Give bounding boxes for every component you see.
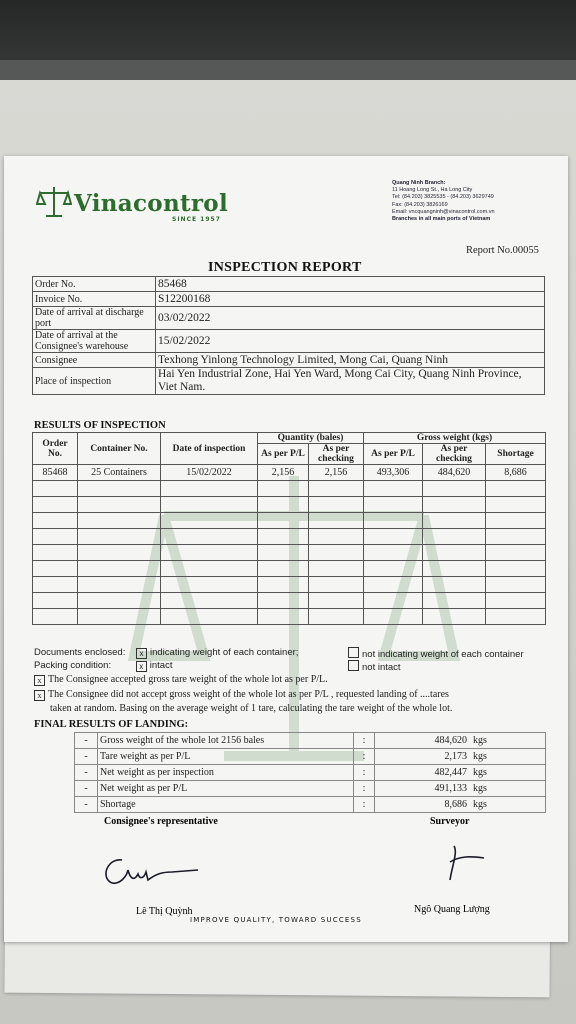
col-gross-check: As per checking (423, 444, 486, 465)
final-unit: kgs (471, 749, 546, 765)
final-label: Net weight as per P/L (98, 781, 354, 797)
checkbox-not-indicating-weight[interactable] (348, 647, 359, 658)
table-row (33, 277, 545, 292)
info-label: Consignee (33, 353, 156, 368)
final-unit: kgs (471, 781, 546, 797)
branch-line: Quang Ninh Branch: (392, 180, 446, 186)
documents-label: Documents enclosed: (34, 647, 126, 658)
col-gross-weight: Gross weight (kgs) (364, 433, 546, 444)
empty-row (33, 513, 546, 529)
info-label: Date of arrival at the Consignee's warehouse (33, 330, 156, 353)
row-dash: - (75, 765, 98, 781)
info-value: 85468 (156, 277, 545, 292)
statement-text: The Consignee did not accept gross weight of the whole lot as per P/L , requested landing of ....tares (48, 689, 449, 700)
checkbox-label: not intact (362, 662, 401, 673)
info-label: Invoice No. (33, 292, 156, 307)
table-row (33, 292, 545, 307)
final-results-heading: FINAL RESULTS OF LANDING: (34, 719, 189, 730)
info-label: Order No. (33, 277, 156, 292)
final-value: 484,620 (375, 733, 472, 749)
checkbox-accepted[interactable]: x (34, 675, 45, 686)
empty-row (33, 561, 546, 577)
col-container-no: Container No. (78, 433, 161, 465)
table-row (75, 733, 546, 749)
table-row (75, 781, 546, 797)
empty-row (33, 481, 546, 497)
info-value: Texhong Yinlong Technology Limited, Mong Cai, Quang Ninh (156, 353, 545, 368)
order-info-table (32, 276, 545, 395)
checkbox-not-accepted[interactable]: x (34, 690, 45, 701)
cell-container-no: 25 Containers (78, 465, 161, 481)
company-name: Vinacontrol (74, 190, 228, 217)
empty-row (33, 593, 546, 609)
checkbox-label: indicating weight of each container; (150, 647, 299, 658)
branch-line: Branches in all main ports of Vietnam (392, 216, 491, 223)
branch-address (392, 180, 495, 223)
col-qty-check: As per checking (309, 444, 364, 465)
row-dash: - (75, 797, 98, 813)
final-unit: kgs (471, 797, 546, 813)
company-since: SINCE 1957 (172, 216, 221, 223)
statement-not-accepted-cont: taken at random. Basing on the average weight of 1 tare, calculating the tare weight of the whole lot. (50, 703, 453, 714)
inspection-report-page (4, 156, 568, 942)
row-colon: : (354, 733, 375, 749)
final-label: Net weight as per inspection (98, 765, 354, 781)
statement-accepted (34, 674, 328, 686)
cell-order-no: 85468 (33, 465, 78, 481)
results-heading: RESULTS OF INSPECTION (34, 420, 166, 431)
surveyor-name: Ngô Quang Lượng (414, 904, 490, 915)
consignee-representative-title: Consignee's representative (104, 816, 218, 827)
row-dash: - (75, 749, 98, 765)
table-row (33, 307, 545, 330)
consignee-signature (100, 850, 210, 894)
company-slogan: IMPROVE QUALITY, TOWARD SUCCESS (190, 916, 362, 924)
table-row (33, 368, 545, 395)
col-quantity: Quantity (bales) (258, 433, 364, 444)
cell-date: 15/02/2022 (161, 465, 258, 481)
packing-label: Packing condition: (34, 660, 112, 671)
table-row (75, 765, 546, 781)
packing-option-2 (348, 660, 401, 673)
cell-gross-pl: 493,306 (364, 465, 423, 481)
statement-text: The Consignee accepted gross tare weight of the whole lot as per P/L. (48, 674, 328, 685)
empty-row (33, 497, 546, 513)
surveyor-title: Surveyor (430, 816, 470, 827)
empty-row (33, 609, 546, 625)
row-colon: : (354, 765, 375, 781)
final-value: 2,173 (375, 749, 472, 765)
empty-row (33, 529, 546, 545)
surveyor-signature (440, 842, 490, 892)
consignee-representative-name: Lê Thị Quỳnh (136, 906, 193, 917)
branch-line: Fax: (84.203) 3826169 (392, 201, 448, 208)
branch-line: Tel: (84.203) 3825535 - (84.203) 3629749 (392, 194, 494, 201)
final-unit: kgs (471, 765, 546, 781)
table-row (33, 465, 546, 481)
empty-row (33, 545, 546, 561)
packing-condition-row (34, 660, 172, 672)
checkbox-label: intact (149, 660, 173, 671)
branch-line: Email: vncquangninh@vinacontrol.com.vn (392, 208, 495, 215)
report-number: Report No.00055 (466, 245, 539, 256)
report-title: INSPECTION REPORT (208, 260, 362, 275)
cell-shortage: 8,686 (486, 465, 546, 481)
col-order-no: Order No. (33, 433, 78, 465)
checkbox-indicating-weight[interactable]: x (136, 648, 147, 659)
table-row (75, 797, 546, 813)
col-shortage: Shortage (486, 444, 546, 465)
cell-qty-pl: 2,156 (258, 465, 309, 481)
checkbox-label: not indicating weight of each container (362, 649, 524, 660)
final-label: Gross weight of the whole lot 2156 bales (98, 733, 354, 749)
table-row (33, 330, 545, 353)
info-label: Place of inspection (33, 368, 156, 395)
statement-not-accepted (34, 689, 449, 701)
final-label: Tare weight as per P/L (98, 749, 354, 765)
final-value: 482,447 (375, 765, 472, 781)
documents-option-2 (348, 647, 524, 660)
row-colon: : (354, 749, 375, 765)
cell-qty-check: 2,156 (309, 465, 364, 481)
col-qty-pl: As per P/L (258, 444, 309, 465)
info-value: S12200168 (156, 292, 545, 307)
final-value: 8,686 (375, 797, 472, 813)
checkbox-not-intact[interactable] (348, 660, 359, 671)
results-table (32, 432, 546, 625)
table-header-row (33, 433, 546, 444)
row-colon: : (354, 797, 375, 813)
documents-enclosed-row (34, 647, 298, 659)
row-dash: - (75, 733, 98, 749)
info-value: 03/02/2022 (156, 307, 545, 330)
info-label: Date of arrival at discharge port (33, 307, 156, 330)
cell-gross-check: 484,620 (423, 465, 486, 481)
branch-line: 11 Hoang Long St., Ha Long City (392, 187, 473, 194)
table-row (33, 353, 545, 368)
info-value: 15/02/2022 (156, 330, 545, 353)
info-value: Hai Yen Industrial Zone, Hai Yen Ward, Mong Cai City, Quang Ninh Province, Viet Nam. (156, 368, 545, 395)
row-colon: : (354, 781, 375, 797)
vinacontrol-logo-icon (36, 184, 72, 220)
final-results-table (74, 732, 546, 813)
checkbox-intact[interactable]: x (136, 661, 147, 672)
empty-row (33, 577, 546, 593)
col-gross-pl: As per P/L (364, 444, 423, 465)
col-date: Date of inspection (161, 433, 258, 465)
row-dash: - (75, 781, 98, 797)
final-label: Shortage (98, 797, 354, 813)
final-value: 491,133 (375, 781, 472, 797)
table-row (75, 749, 546, 765)
final-unit: kgs (471, 733, 546, 749)
